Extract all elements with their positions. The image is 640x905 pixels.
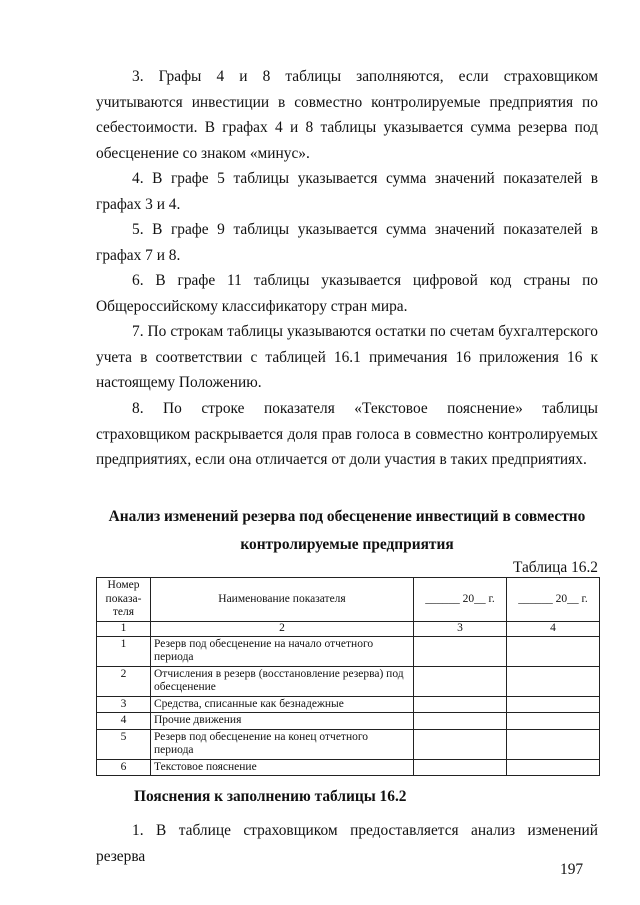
header-year-1: ______ 20__ г. xyxy=(414,578,507,622)
table-row xyxy=(97,696,600,713)
paragraph-6: 6. В графе 11 таблицы указывается цифровой код страны по Общероссийскому классификатору стран мира. xyxy=(96,272,598,315)
table-caption: Таблица 16.2 xyxy=(512,559,598,576)
table-row xyxy=(97,636,600,666)
table-row xyxy=(97,759,600,776)
paragraph-8: 8. По строке показателя «Текстовое пояснение» таблицы страховщиком раскрывается доля прав голоса в совместно контролируемых предприятиях, если она отличается от доли участия в таких предприятиях. xyxy=(96,400,598,468)
value-cell xyxy=(414,636,507,666)
value-cell xyxy=(414,759,507,776)
value-cell xyxy=(414,729,507,759)
page-number: 197 xyxy=(560,861,584,878)
paragraph-3: 3. Графы 4 и 8 таблицы заполняются, если страховщиком учитываются инвестиции в совместно контролируемые предприятия по себестоимости. В графах 4 и 8 таблицы указывается сумма резерва под обесценение со знаком «минус». xyxy=(96,68,598,162)
row-number: 1 xyxy=(97,636,151,666)
value-cell xyxy=(507,759,600,776)
value-cell xyxy=(507,636,600,666)
row-name: Отчисления в резерв (восстановление резерва) под обесценение xyxy=(151,666,414,696)
table-row xyxy=(97,666,600,696)
value-cell xyxy=(414,713,507,730)
column-index: 3 xyxy=(414,622,507,637)
row-name: Прочие движения xyxy=(151,713,414,730)
header-name: Наименование показателя xyxy=(151,578,414,622)
table-row xyxy=(97,713,600,730)
row-name: Средства, списанные как безнадежные xyxy=(151,696,414,713)
header-year-2: ______ 20__ г. xyxy=(507,578,600,622)
value-cell xyxy=(507,666,600,696)
row-number: 4 xyxy=(97,713,151,730)
table-row xyxy=(97,729,600,759)
row-number: 5 xyxy=(97,729,151,759)
value-cell xyxy=(414,666,507,696)
reserve-analysis-table xyxy=(96,577,600,776)
column-index: 4 xyxy=(507,622,600,637)
value-cell xyxy=(414,696,507,713)
explanation-paragraph-1: 1. В таблице страховщиком предоставляется анализ изменений резерва xyxy=(96,822,598,865)
row-name: Резерв под обесценение на начало отчетного периода xyxy=(151,636,414,666)
paragraph-7: 7. По строкам таблицы указываются остатки по счетам бухгалтерского учета в соответствии с таблицей 16.1 примечания 16 приложения 16 к настоящему Положению. xyxy=(96,323,598,391)
paragraph-4: 4. В графе 5 таблицы указывается сумма значений показателей в графах 3 и 4. xyxy=(96,170,598,213)
value-cell xyxy=(507,713,600,730)
column-index: 2 xyxy=(151,622,414,637)
value-cell xyxy=(507,696,600,713)
row-number: 2 xyxy=(97,666,151,696)
section-heading-line-2: контролируемые предприятия xyxy=(240,536,454,553)
column-index: 1 xyxy=(97,622,151,637)
section-heading-line-1: Анализ изменений резерва под обесценение инвестиций в совместно xyxy=(108,508,586,525)
value-cell xyxy=(507,729,600,759)
row-number: 3 xyxy=(97,696,151,713)
header-number: Номер показа-теля xyxy=(97,578,151,622)
explanations-title: Пояснения к заполнению таблицы 16.2 xyxy=(134,788,407,805)
row-name: Резерв под обесценение на конец отчетного периода xyxy=(151,729,414,759)
row-number: 6 xyxy=(97,759,151,776)
row-name: Текстовое пояснение xyxy=(151,759,414,776)
paragraph-5: 5. В графе 9 таблицы указывается сумма значений показателей в графах 7 и 8. xyxy=(96,221,598,264)
